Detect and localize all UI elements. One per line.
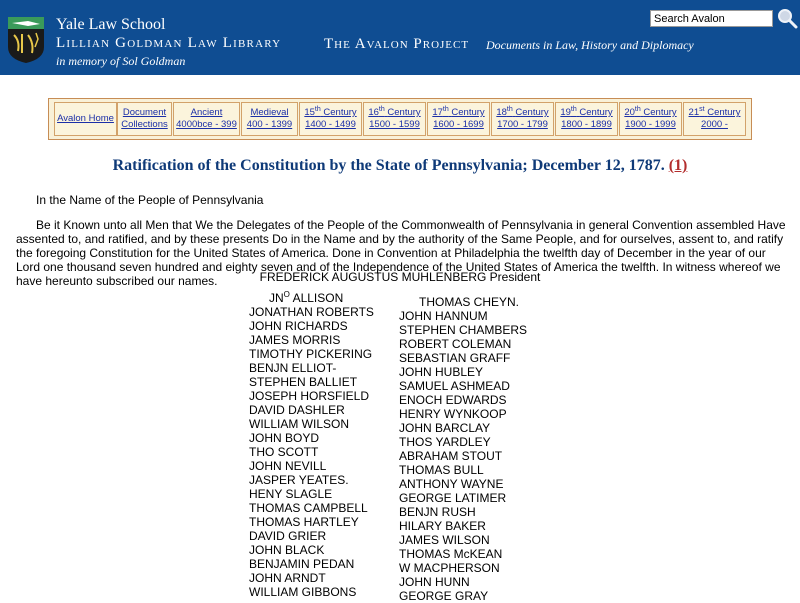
- nav-ancient[interactable]: [173, 102, 240, 136]
- signer-name: HILARY BAKER: [399, 519, 486, 533]
- signer-name: JOHN ARNDT: [249, 571, 326, 585]
- nav-range: 400 - 1399: [246, 119, 293, 130]
- era-navigation: [48, 98, 752, 140]
- nav-range: Collections: [121, 119, 168, 130]
- library-name: Lillian Goldman Law Library: [56, 35, 282, 51]
- signer-name: JOHN HANNUM: [399, 309, 488, 323]
- signer-name: THOMAS HARTLEY: [249, 515, 359, 529]
- footnote-link[interactable]: (1): [668, 157, 688, 174]
- yale-law-shield-logo: [8, 17, 44, 63]
- project-subtitle: Documents in Law, History and Diplomacy: [486, 38, 694, 52]
- preamble-line: In the Name of the People of Pennsylvania: [36, 193, 264, 207]
- signer-name: JOHN BLACK: [249, 543, 325, 557]
- signer-name: JAMES WILSON: [399, 533, 490, 547]
- signer-name: WILLIAM WILSON: [249, 417, 350, 431]
- nav-avalon-home[interactable]: [54, 102, 117, 136]
- nav-label: 15th Century: [304, 105, 357, 118]
- search-form: [642, 0, 800, 30]
- nav-label: 16th Century: [368, 105, 421, 118]
- nav-range: 1500 - 1599: [369, 119, 420, 130]
- nav-15th-century[interactable]: [299, 102, 362, 136]
- nav-21st-century[interactable]: [683, 102, 746, 136]
- signer-name: STEPHEN BALLIET: [249, 375, 358, 389]
- signers-right-column: [399, 295, 527, 603]
- signer-name: THOMAS McKEAN: [399, 547, 503, 561]
- signer-name: W MACPHERSON: [399, 561, 500, 575]
- school-name: Yale Law School: [56, 16, 166, 33]
- signer-name: JOSEPH HORSFIELD: [249, 389, 370, 403]
- nav-label: 17th Century: [432, 105, 485, 118]
- signer-name: GEORGE GRAY: [399, 589, 489, 603]
- signer-name: JOHN RICHARDS: [249, 319, 348, 333]
- signer-name: JASPER YEATES.: [249, 473, 349, 487]
- signers-left-column: [249, 291, 374, 599]
- nav-17th-century[interactable]: [427, 102, 490, 136]
- nav-label: 21st Century: [688, 105, 741, 118]
- signer-name: THO SCOTT: [249, 445, 319, 459]
- signer-name: HENY SLAGLE: [249, 487, 333, 501]
- nav-label: Avalon Home: [57, 113, 114, 124]
- search-input[interactable]: [650, 10, 773, 27]
- signer-name: THOMAS BULL: [399, 463, 484, 477]
- signer-name: WILLIAM GIBBONS: [249, 585, 357, 599]
- nav-16th-century[interactable]: [363, 102, 426, 136]
- signer-name: GEORGE LATIMER: [399, 491, 507, 505]
- signer-name: HENRY WYNKOOP: [399, 407, 507, 421]
- magnifier-icon: [776, 7, 798, 29]
- signer-name: THOMAS CHEYN.: [419, 295, 520, 309]
- signer-name: JOHN BOYD: [249, 431, 320, 445]
- memorial-line: in memory of Sol Goldman: [56, 54, 186, 68]
- nav-range: 1400 - 1499: [305, 119, 356, 130]
- nav-label: Ancient: [190, 107, 223, 118]
- nav-range: 4000bce - 399: [176, 119, 237, 130]
- president-signature: FREDERICK AUGUSTUS MUHLENBERG President: [259, 270, 541, 284]
- signer-name: BENJN ELLIOT-: [249, 361, 337, 375]
- ratification-paragraph: Be it Known unto all Men that We the Delegates of the People of the Commonwealth of Pennsylvania in general Convention assembled Have assented to, and ratified, and by these presents Do in the Name and by the authority of the Same People, and for ourselves, assent to, and ratify the foregoing Constitution for the United States of America. Done in Convention at Philadelphia the twelfth day of December in the year of our Lord one thousand seven hundred and eighty seven and of the Independence of the United States of America the twelfth. In witness whereof we have hereunto subscribed our names.: [16, 218, 786, 288]
- signer-name: JOHN HUNN: [399, 575, 470, 589]
- nav-range: 1800 - 1899: [561, 119, 612, 130]
- nav-range: 1700 - 1799: [497, 119, 548, 130]
- nav-document-collections[interactable]: [117, 102, 172, 136]
- signer-name: JOHN HUBLEY: [399, 365, 484, 379]
- nav-label: Document: [122, 107, 167, 118]
- signer-name: JONATHAN ROBERTS: [249, 305, 374, 319]
- signer-name: TIMOTHY PICKERING: [249, 347, 373, 361]
- signer-name: THOS YARDLEY: [399, 435, 491, 449]
- signer-name: JOHN NEVILL: [249, 459, 327, 473]
- document-title-text: Ratification of the Constitution by the State of Pennsylvania; December 12, 1787.: [112, 157, 665, 174]
- signer-name: ANTHONY WAYNE: [399, 477, 504, 491]
- signer-name: JOHN BARCLAY: [399, 421, 491, 435]
- nav-label: Medieval: [250, 107, 289, 118]
- signer-name: SAMUEL ASHMEAD: [399, 379, 510, 393]
- nav-range: 2000 -: [701, 119, 728, 130]
- signer-name: ROBERT COLEMAN: [399, 337, 512, 351]
- nav-medieval[interactable]: [241, 102, 298, 136]
- document-title: [0, 157, 800, 175]
- signer-name: ABRAHAM STOUT: [399, 449, 503, 463]
- project-title[interactable]: The Avalon Project: [324, 36, 470, 52]
- signer-name: THOMAS CAMPBELL: [249, 501, 368, 515]
- site-header: [0, 0, 800, 75]
- nav-label: 19th Century: [560, 105, 613, 118]
- nav-range: 1900 - 1999: [625, 119, 676, 130]
- nav-label: 20th Century: [624, 105, 677, 118]
- nav-18th-century[interactable]: [491, 102, 554, 136]
- nav-20th-century[interactable]: [619, 102, 682, 136]
- signer-name: $JN^O$ ALLISON: [269, 290, 344, 305]
- signer-name: ENOCH EDWARDS: [399, 393, 507, 407]
- nav-label: 18th Century: [496, 105, 549, 118]
- signer-name: BENJAMIN PEDAN: [249, 557, 355, 571]
- nav-19th-century[interactable]: [555, 102, 618, 136]
- signer-name: STEPHEN CHAMBERS: [399, 323, 528, 337]
- nav-range: 1600 - 1699: [433, 119, 484, 130]
- signer-name: JAMES MORRIS: [249, 333, 341, 347]
- signer-name: DAVID DASHLER: [249, 403, 345, 417]
- search-button[interactable]: [776, 7, 798, 29]
- signer-name: SEBASTIAN GRAFF: [399, 351, 511, 365]
- signer-name: BENJN RUSH: [399, 505, 476, 519]
- signer-name: DAVID GRIER: [249, 529, 327, 543]
